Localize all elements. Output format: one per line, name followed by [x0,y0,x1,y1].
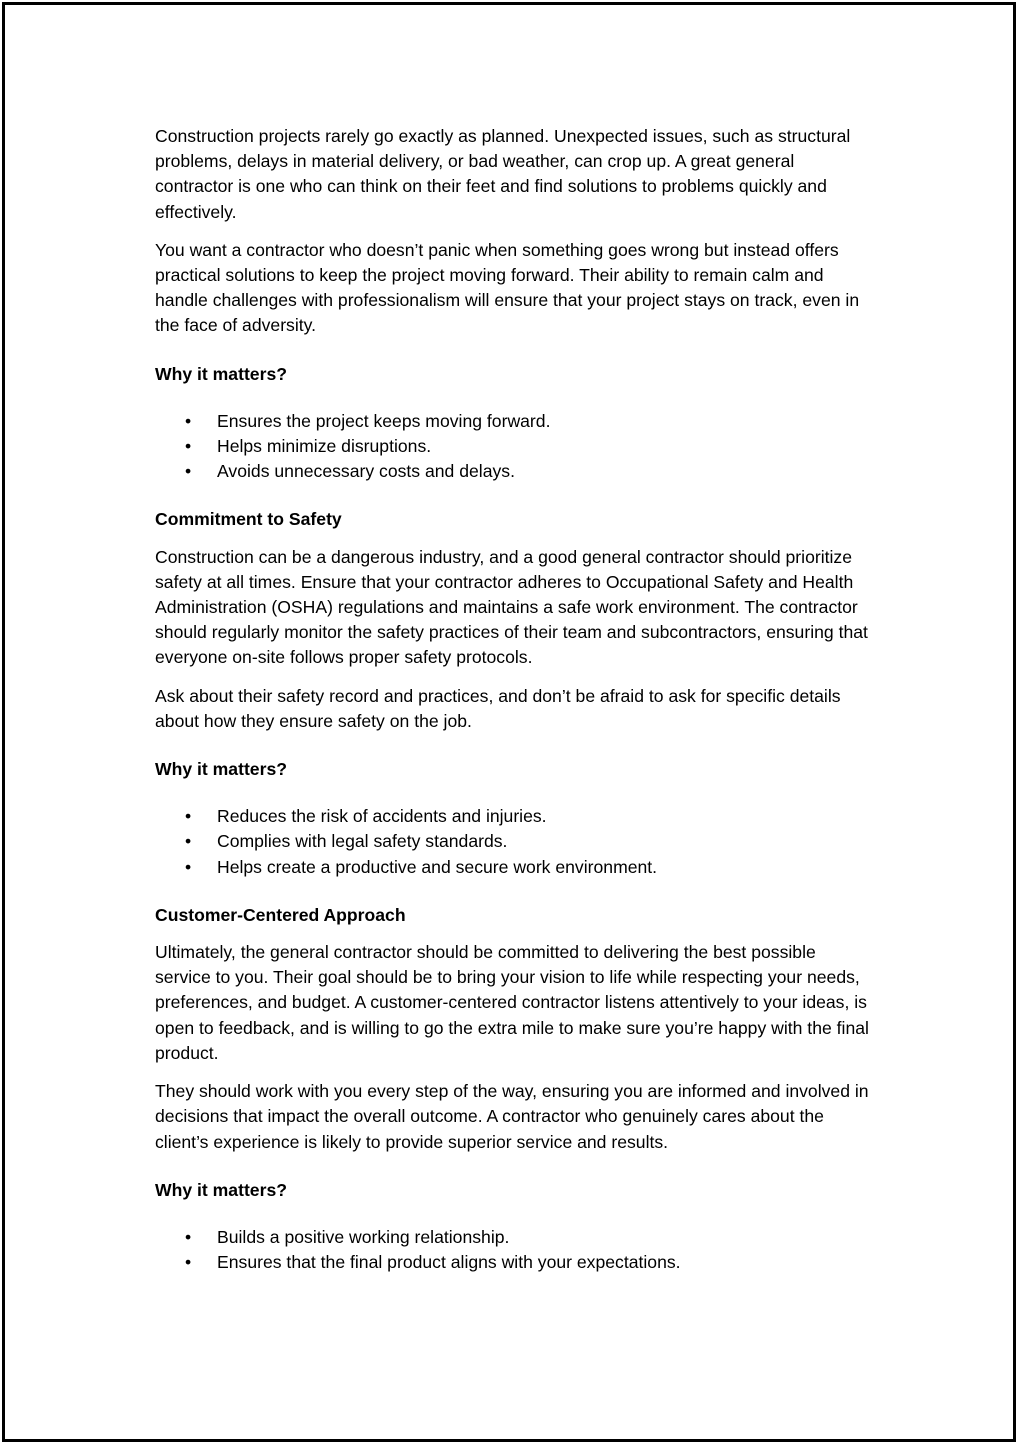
paragraph: You want a contractor who doesn’t panic when something goes wrong but instead offers practical solutions to keep the project moving forward. Their ability to remain calm and handle challenges with professionalism will ensure that your project stays on track, even in the face of adversity. [155,239,860,336]
paragraph: Ultimately, the general contractor should be committed to delivering the best possible service to you. Their goal should be to bring your vision to life while respecting your needs, preferences, and budget. A customer-centered contractor listens attentively to your ideas, is open to feedback, and is willing to go the extra mile to make sure you’re happy with the final product. [155,942,869,1063]
list-item [155,855,875,880]
list-item [155,434,875,459]
list-item-text: Complies with legal safety standards. [217,831,508,852]
paragraph: They should work with you every step of the way, ensuring you are informed and involved in decisions that impact the overall outcome. A contractor who genuinely cares about the client’s experience is likely to provide superior service and results. [155,1081,869,1152]
bullet-icon: • [185,831,192,852]
list-item [155,1250,875,1275]
paragraph: Ask about their safety record and practices, and don’t be afraid to ask for specific details about how they ensure safety on the job. [155,685,841,731]
bullet-icon: • [185,1226,192,1247]
bullet-icon: • [185,806,192,827]
paragraph: Construction can be a dangerous industry, and a good general contractor should prioritize safety at all times. Ensure that your contractor adheres to Occupational Safety and Health Administration (OSHA) regulations and maintains a safe work environment. The contractor should regularly monitor the safety practices of their team and subcontractors, ensuring that everyone on-site follows proper safety protocols. [155,546,868,668]
bullet-list [155,1225,875,1275]
list-item [155,459,875,484]
document-body [155,124,875,1275]
list-item-text: Avoids unnecessary costs and delays. [217,461,515,482]
list-item-text: Helps minimize disruptions. [217,436,432,457]
why-it-matters-heading: Why it matters? [155,1179,287,1200]
list-item [155,409,875,434]
bullet-icon: • [185,856,192,877]
list-item-text: Ensures that the final product aligns with your expectations. [217,1252,681,1273]
bullet-icon: • [185,1252,192,1273]
list-item [155,1225,875,1250]
bullet-icon: • [185,436,192,457]
section-heading-safety: Commitment to Safety [155,509,342,530]
list-item-text: Helps create a productive and secure work environment. [217,856,658,877]
bullet-list [155,804,875,880]
bullet-list [155,409,875,485]
list-item [155,804,875,829]
section-heading-customer: Customer-Centered Approach [155,904,406,925]
list-item-text: Builds a positive working relationship. [217,1226,510,1247]
why-it-matters-heading: Why it matters? [155,363,287,384]
bullet-icon: • [185,410,192,431]
bullet-icon: • [185,461,192,482]
list-item [155,829,875,854]
why-it-matters-heading: Why it matters? [155,759,287,780]
list-item-text: Ensures the project keeps moving forward. [217,410,551,431]
list-item-text: Reduces the risk of accidents and injuries. [217,806,547,827]
paragraph: Construction projects rarely go exactly as planned. Unexpected issues, such as structural problems, delays in material delivery, or bad weather, can crop up. A great general contractor is one who can think on their feet and find solutions to problems quickly and effectively. [155,126,851,222]
